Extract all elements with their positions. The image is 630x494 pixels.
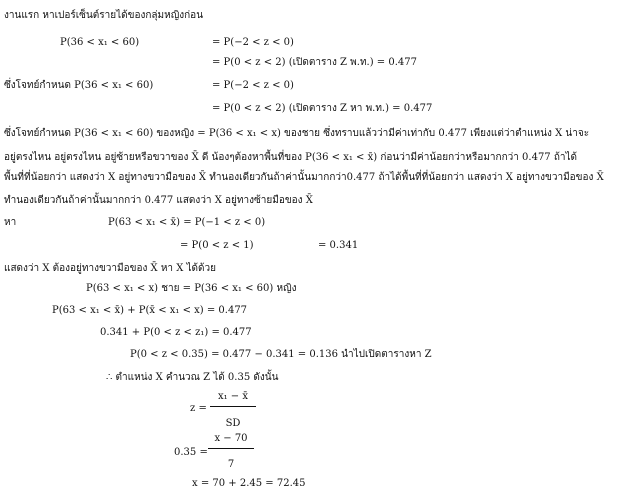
fraction-lhs: z = <box>190 403 207 414</box>
fraction-lhs: 0.35 = <box>174 447 208 458</box>
equation-line: P(63 < x₁ < x̄) + P(x̄ < x₁ < x) = 0.477 <box>52 305 248 316</box>
equation-line: P(63 < x₁ < x̄) = P(−1 < z < 0) <box>108 217 266 228</box>
equation-lhs: P(36 < x₁ < 60) <box>60 37 140 48</box>
fraction-denominator: SD <box>225 418 241 429</box>
paragraph-line: อยู่ตรงไหน อยู่ตรงไหน อยู่ซ้ายหรือขวาของ X̄ ดี น้องๆต้องหาพื้นที่ของ P(36 < x₁ < x̄) ก่อนว่ามีค่าน้อยกว่าหรือมากกว่า 0.477 ถ้าได้ <box>4 152 578 163</box>
equation-result: = 0.341 <box>318 240 359 251</box>
equation-line: = P(0 < z < 2) (เปิดตาราง Z หา พ.ท.) = 0.477 <box>212 103 433 114</box>
paragraph-line: แสดงว่า X ต้องอยู่ทางขวามือของ X̄ หา X ได้ด้วย <box>4 263 217 274</box>
fraction-numerator: x − 70 <box>214 433 248 444</box>
equation-line: 0.341 + P(0 < z < z₁) = 0.477 <box>100 327 252 338</box>
fraction-bar <box>208 448 254 449</box>
step-label: หา <box>4 217 17 228</box>
equation-line: = P(0 < z < 2) (เปิดตาราง Z พ.ท.) = 0.477 <box>212 57 417 68</box>
conclusion-line: ∴ ตำแหน่ง X คำนวณ Z ได้ 0.35 ดังนั้น <box>106 372 279 383</box>
equation-rhs: = P(−2 < z < 0) <box>212 80 294 91</box>
equation-rhs: = P(0 < z < 1) <box>180 240 254 251</box>
intro-line: งานแรก หาเปอร์เซ็นต์รายได้ของกลุ่มหญิงก่อน <box>4 10 204 21</box>
final-result: x = 70 + 2.45 = 72.45 <box>192 478 306 489</box>
equation-line: P(63 < x₁ < x) ชาย = P(36 < x₁ < 60) หญิง <box>86 283 297 294</box>
equation-lhs: ซึ่งโจทย์กำหนด P(36 < x₁ < 60) <box>4 80 154 91</box>
paragraph-line: พื้นที่ที่น้อยกว่า แสดงว่า X อยู่ทางขวามือของ X̄ ทำนองเดียวกันถ้าค่านั้นมากกว่า0.477 ถ้าได้พื้นที่ที่น้อยกว่า แสดงว่า X อยู่ทางขวามือของ X̄ <box>4 172 604 183</box>
paragraph-line: ทำนองเดียวกันถ้าค่านั้นมากกว่า 0.477 แสดงว่า X อยู่ทางซ้ายมือของ X̄ <box>4 195 313 206</box>
equation-line: P(0 < z < 0.35) = 0.477 − 0.341 = 0.136 นำไปเปิดตารางหา Z <box>130 349 432 360</box>
fraction-bar <box>210 406 256 407</box>
paragraph-line: ซึ่งโจทย์กำหนด P(36 < x₁ < 60) ของหญิง = P(36 < x₁ < x) ของชาย ซึ่งทราบแล้วว่ามีค่าเท่ากับ 0.477 เพียงแต่ว่าตำแหน่ง X น่าจะ <box>4 128 590 139</box>
equation-rhs: = P(−2 < z < 0) <box>212 37 294 48</box>
fraction-denominator: 7 <box>227 459 235 470</box>
fraction-numerator: x₁ − x̄ <box>217 391 249 402</box>
